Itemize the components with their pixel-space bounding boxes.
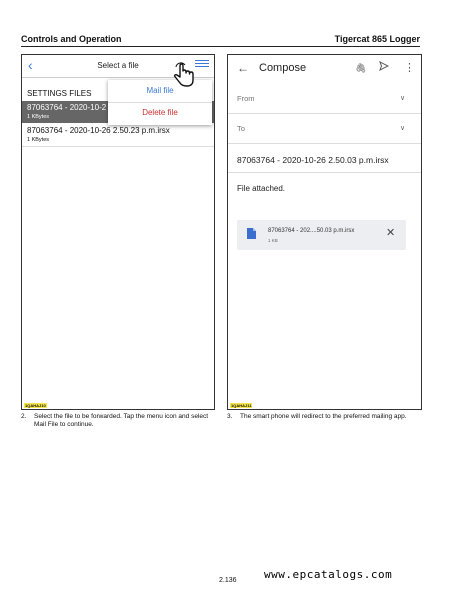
file-name: 87063764 - 2020-10-2 bbox=[27, 103, 107, 112]
field-divider bbox=[228, 143, 421, 144]
from-label[interactable]: From bbox=[237, 94, 255, 103]
watermark: www.epcatalogs.com bbox=[264, 568, 393, 581]
step-caption: The smart phone will redirect to the preferred mailing app. bbox=[240, 413, 407, 420]
step-caption: Select the file to be forwarded. Tap the menu icon and select Mail File to continue. bbox=[34, 413, 209, 428]
screen-title: Select a file bbox=[97, 61, 139, 70]
file-name: 87063764 - 2020-10-26 2.50.23 p.m.irsx bbox=[27, 126, 170, 135]
figure-id: 1QAHAJ10 bbox=[25, 403, 46, 408]
page-number: 2.136 bbox=[219, 577, 237, 584]
back-arrow-icon[interactable]: ← bbox=[237, 61, 249, 75]
attachment-name: 87063764 - 202....50.03 p.m.irsx bbox=[268, 228, 355, 234]
field-divider bbox=[228, 113, 421, 114]
screenshot-compose-email bbox=[227, 54, 422, 410]
screen-title: Compose bbox=[259, 62, 307, 74]
section-title: Controls and Operation bbox=[21, 34, 122, 44]
back-arrow-icon[interactable]: ‹ bbox=[28, 57, 33, 73]
document-icon bbox=[247, 228, 256, 239]
tap-hand-icon bbox=[170, 62, 196, 88]
chevron-down-icon[interactable]: ∨ bbox=[400, 125, 406, 132]
close-icon[interactable]: ✕ bbox=[386, 227, 396, 239]
section-label: SETTINGS FILES bbox=[27, 89, 92, 98]
message-body[interactable]: File attached. bbox=[237, 184, 286, 193]
manual-title: Tigercat 865 Logger bbox=[334, 34, 420, 44]
file-context-menu bbox=[108, 80, 212, 125]
subject-field[interactable]: 87063764 - 2020-10-26 2.50.03 p.m.irsx bbox=[237, 155, 389, 165]
mail-file-option[interactable]: Mail file bbox=[146, 86, 174, 95]
attachment-chip[interactable] bbox=[237, 220, 406, 250]
file-size: 1 KBytes bbox=[27, 137, 50, 143]
menu-divider bbox=[108, 102, 212, 103]
file-size: 1 KBytes bbox=[27, 114, 50, 120]
header-rule bbox=[21, 46, 420, 47]
step-number: 2. bbox=[21, 413, 27, 420]
field-divider bbox=[228, 172, 421, 173]
more-options-icon[interactable]: ⋮ bbox=[404, 62, 415, 74]
screenshot-select-file bbox=[21, 54, 215, 410]
attachment-size: 1 KB bbox=[268, 238, 278, 243]
file-row[interactable] bbox=[22, 124, 214, 147]
delete-file-option[interactable]: Delete file bbox=[142, 108, 178, 117]
chevron-down-icon[interactable]: ∨ bbox=[400, 95, 406, 102]
step-number: 3. bbox=[227, 413, 233, 420]
figure-id: 1QAHAJ11 bbox=[231, 403, 252, 408]
send-icon[interactable] bbox=[379, 61, 389, 71]
attach-icon[interactable]: 🖇 bbox=[355, 63, 367, 73]
to-label[interactable]: To bbox=[237, 124, 245, 133]
menu-icon[interactable] bbox=[195, 58, 209, 70]
